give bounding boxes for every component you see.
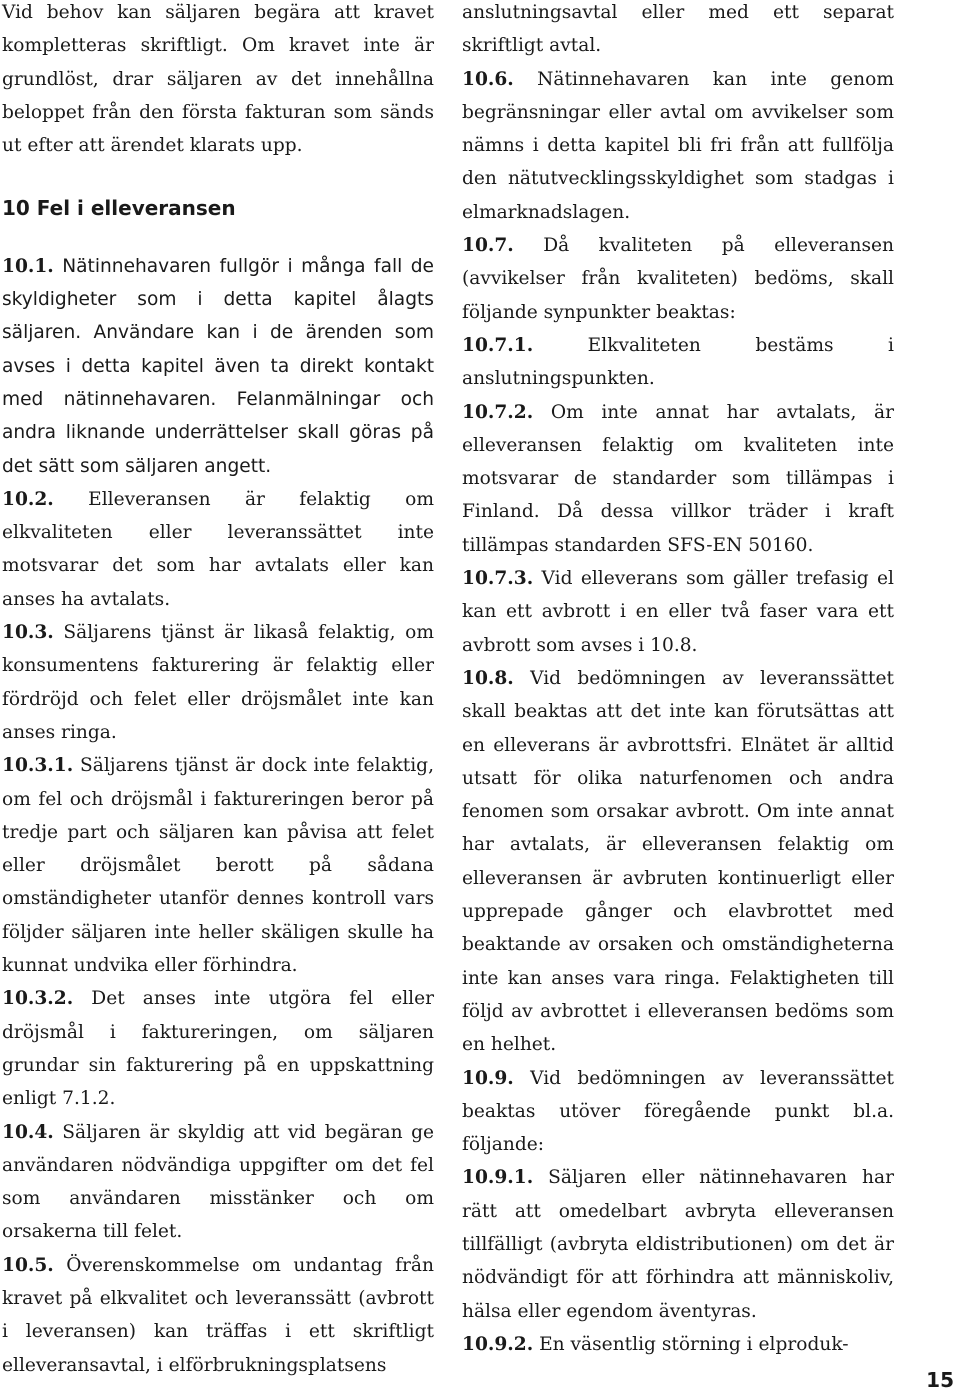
clause-text: Vid bedömningen av leveranssättet beaktas utöver föregående punkt bl.a. följande: bbox=[462, 1067, 894, 1156]
clause-10-7 bbox=[462, 229, 894, 329]
clause-text: Säljarens tjänst är dock inte felaktig, om fel och dröjsmål i faktureringen beror på tredje part och säljaren kan påvisa att felet eller dröjsmålet berott på sådana omständigheter utanför dennes kontroll vars följder säljaren inte heller skäligen skulle ha kunnat undvika eller förhindra. bbox=[2, 755, 434, 977]
clause-text: En väsentlig störning i elproduk- bbox=[539, 1333, 849, 1355]
clause-10-7-3 bbox=[462, 562, 894, 662]
clause-number: 10.3.2. bbox=[2, 988, 74, 1010]
clause-10-4 bbox=[2, 1116, 434, 1249]
clause-number: 10.7.1. bbox=[462, 334, 534, 356]
clause-text: Vid elleverans som gäller trefasig el kan ett avbrott i en eller två faser vara ett avbrott som avses i 10.8. bbox=[462, 568, 894, 656]
clause-10-7-1 bbox=[462, 329, 894, 396]
right-column bbox=[462, 0, 894, 1361]
clause-10-3-1 bbox=[2, 749, 434, 982]
clause-10-1 bbox=[2, 250, 434, 483]
clause-10-6 bbox=[462, 63, 894, 229]
clause-text: Vid bedömningen av leveranssättet skall beaktas att det inte kan förutsättas att en elleverans är avbrottsfri. Elnätet är alltid utsatt för olika naturfenomen och andra fenomen som orsakar avbrott. Om inte annat har avtalats, är elleveransen felaktig om elleveransen är avbruten kontinuerligt eller upprepade gånger och elavbrottet med beaktande av orsaken och omständigheterna inte kan anses vara ringa. Felaktigheten till följd av avbrottet i elleveransen bedöms som en helhet. bbox=[462, 667, 894, 1056]
clause-number: 10.3. bbox=[2, 622, 54, 644]
clause-text: Säljaren är skyldig att vid begäran ge användaren nödvändiga uppgifter om det fel som användaren misstänker och om orsakerna till felet. bbox=[2, 1121, 434, 1243]
clause-text: Säljarens tjänst är likaså felaktig, om konsumentens fakturering är felaktig eller fördröjd och felet eller dröjsmålet inte kan anses ringa. bbox=[2, 622, 434, 743]
clause-number: 10.3.1. bbox=[2, 755, 74, 777]
clause-text: Nätinnehavaren kan inte genom begränsningar eller avtal om avvikelser som nämns i detta kapitel bli fri från att fullfölja den nätutvecklingsskyldighet som stadgas i elmarknadslagen. bbox=[462, 68, 894, 223]
clause-text: Överenskommelse om undantag från kravet på elkvalitet och leveranssätt (avbrott i leveransen) kan träffas i ett skriftligt elleveransavtal, i elförbrukningsplatsens bbox=[2, 1254, 434, 1376]
clause-number: 10.5. bbox=[2, 1254, 54, 1276]
clause-text: Säljaren eller nätinnehavaren har rätt att omedelbart avbryta elleveransen tillfälligt (avbryta eldistributionen) om det är nödvändigt för att förhindra att människoliv, hälsa eller egendom äventyras. bbox=[462, 1167, 894, 1322]
clause-10-9-1 bbox=[462, 1161, 894, 1327]
clause-number: 10.9.1. bbox=[462, 1167, 534, 1189]
left-column bbox=[2, 0, 434, 1382]
clause-number: 10.9. bbox=[462, 1067, 514, 1089]
continuation-paragraph: anslutningsavtal eller med ett separat skriftligt avtal. bbox=[462, 2, 894, 57]
clause-number: 10.2. bbox=[2, 488, 54, 510]
clause-text: Det anses inte utgöra fel eller dröjsmål i faktureringen, om säljaren grundar sin fakturering på en uppskattning enligt 7.1.2. bbox=[2, 988, 434, 1110]
clause-number: 10.1. bbox=[2, 255, 54, 277]
clause-number: 10.7.2. bbox=[462, 401, 534, 423]
clause-text: Då kvaliteten på elleveransen (avvikelser från kvaliteten) bedöms, skall följande synpunkter beaktas: bbox=[462, 235, 894, 323]
section-heading: 10 Fel i elleveransen bbox=[2, 196, 236, 221]
clause-10-9 bbox=[462, 1062, 894, 1162]
clause-text: Elleveransen är felaktig om elkvaliteten eller leveranssättet inte motsvarar det som har avtalats eller kan anses ha avtalats. bbox=[2, 488, 434, 610]
clause-10-9-2 bbox=[462, 1328, 894, 1361]
clause-text: Elkvaliteten bestäms i anslutningspunkten. bbox=[462, 334, 894, 390]
clause-number: 10.7.3. bbox=[462, 568, 534, 590]
clause-text: Om inte annat har avtalats, är elleveransen felaktig om kvaliteten inte motsvarar de standarder som tillämpas i Finland. Då dessa villkor träder i kraft tillämpas standarden SFS-EN 50160. bbox=[462, 401, 894, 556]
page-number: 15 bbox=[926, 1368, 954, 1392]
clause-number: 10.7. bbox=[462, 235, 514, 257]
clause-number: 10.8. bbox=[462, 667, 514, 689]
clause-number: 10.4. bbox=[2, 1121, 54, 1143]
clause-number: 10.6. bbox=[462, 68, 514, 90]
intro-paragraph: Vid behov kan säljaren begära att kravet kompletteras skriftligt. Om kravet inte är grundlöst, drar säljaren av det innehållna beloppet från den första fakturan som sänds ut efter att ärendet klarats upp. bbox=[2, 2, 434, 157]
clause-10-5 bbox=[2, 1249, 434, 1382]
clause-text: Nätinnehavaren fullgör i många fall de skyldigheter som i detta kapitel ålagts säljaren. Användare kan i de ärenden som avses i detta kapitel även ta direkt kontakt med nätinnehavaren. Felanmälningar och andra liknande underrättelser skall göras på det sätt som säljaren angett. bbox=[2, 255, 434, 477]
clause-10-8 bbox=[462, 662, 894, 1062]
clause-number: 10.9.2. bbox=[462, 1333, 534, 1355]
clause-10-3-2 bbox=[2, 982, 434, 1115]
clause-10-2 bbox=[2, 483, 434, 616]
clause-10-7-2 bbox=[462, 396, 894, 562]
clause-10-3 bbox=[2, 616, 434, 749]
